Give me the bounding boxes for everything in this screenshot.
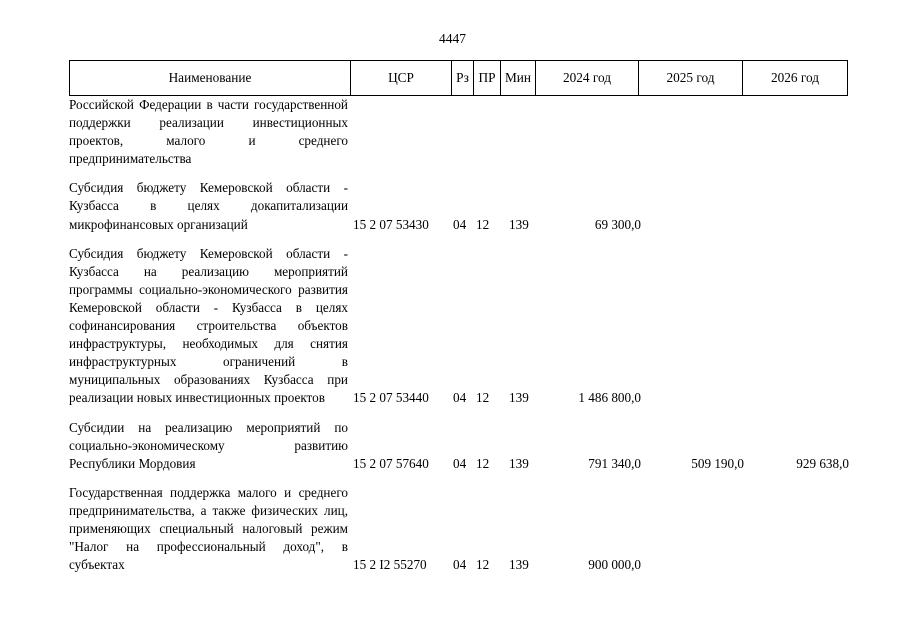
table-row — [69, 96, 859, 168]
row-min: 139 — [509, 455, 529, 471]
column-header-2026: 2026 год — [743, 61, 848, 96]
row-2024: 900 000,0 — [588, 557, 641, 573]
row-name: Субсидия бюджету Кемеровской области - Кузбасса в целях докапитализации микрофинансовых организаций — [69, 180, 348, 232]
row-2024: 791 340,0 — [588, 455, 641, 471]
row-rz: 04 — [453, 390, 467, 406]
column-header-min: Мин — [501, 61, 536, 96]
table-row — [69, 245, 859, 408]
column-header-2024: 2024 год — [536, 61, 639, 96]
column-header-csr: ЦСР — [351, 61, 452, 96]
row-csr: 15 2 07 53440 — [353, 390, 429, 406]
row-name: Субсидия бюджету Кемеровской области - Кузбасса на реализацию мероприятий программы социально-экономического развития Кемеровской области - Кузбасса в целях софинансирования строительства объектов инфраструктуры, необходимых для снятия инфраструктурных ограничений в муниципальных образованиях Кузбасса при реализации новых инвестиционных проектов — [69, 245, 348, 406]
column-header-pr: ПР — [474, 61, 501, 96]
row-2026: 929 638,0 — [796, 455, 849, 471]
row-2024: 1 486 800,0 — [578, 390, 641, 406]
table-row — [69, 484, 859, 574]
row-2024: 69 300,0 — [594, 216, 641, 232]
row-pr: 12 — [476, 557, 490, 573]
row-csr: 15 2 07 53430 — [353, 216, 429, 232]
row-pr: 12 — [476, 455, 490, 471]
table-body — [69, 96, 859, 585]
column-header-rz: Рз — [452, 61, 474, 96]
row-min: 139 — [509, 216, 529, 232]
column-header-name: Наименование — [70, 61, 351, 96]
row-pr: 12 — [476, 216, 490, 232]
row-name: Субсидии на реализацию мероприятий по социально-экономическому развитию Республики Мордовия — [69, 419, 348, 471]
row-name: Государственная поддержка малого и среднего предпринимательства, а также физических лиц, применяющих специальный налоговый режим "Налог на профессиональный доход", в субъектах — [69, 484, 348, 573]
row-min: 139 — [509, 390, 529, 406]
row-name: Российской Федерации в части государственной поддержки реализации инвестиционных проектов, малого и среднего предпринимательства — [69, 97, 348, 167]
table-row — [69, 419, 859, 473]
row-rz: 04 — [453, 557, 467, 573]
row-rz: 04 — [453, 216, 467, 232]
row-csr: 15 2 I2 55270 — [353, 557, 427, 573]
column-header-2025: 2025 год — [639, 61, 743, 96]
row-csr: 15 2 07 57640 — [353, 455, 429, 471]
table-row — [69, 179, 859, 233]
page-number: 4447 — [439, 31, 466, 46]
table-header — [69, 60, 848, 96]
row-rz: 04 — [453, 455, 467, 471]
row-min: 139 — [509, 557, 529, 573]
row-2025: 509 190,0 — [691, 455, 744, 471]
row-pr: 12 — [476, 390, 490, 406]
